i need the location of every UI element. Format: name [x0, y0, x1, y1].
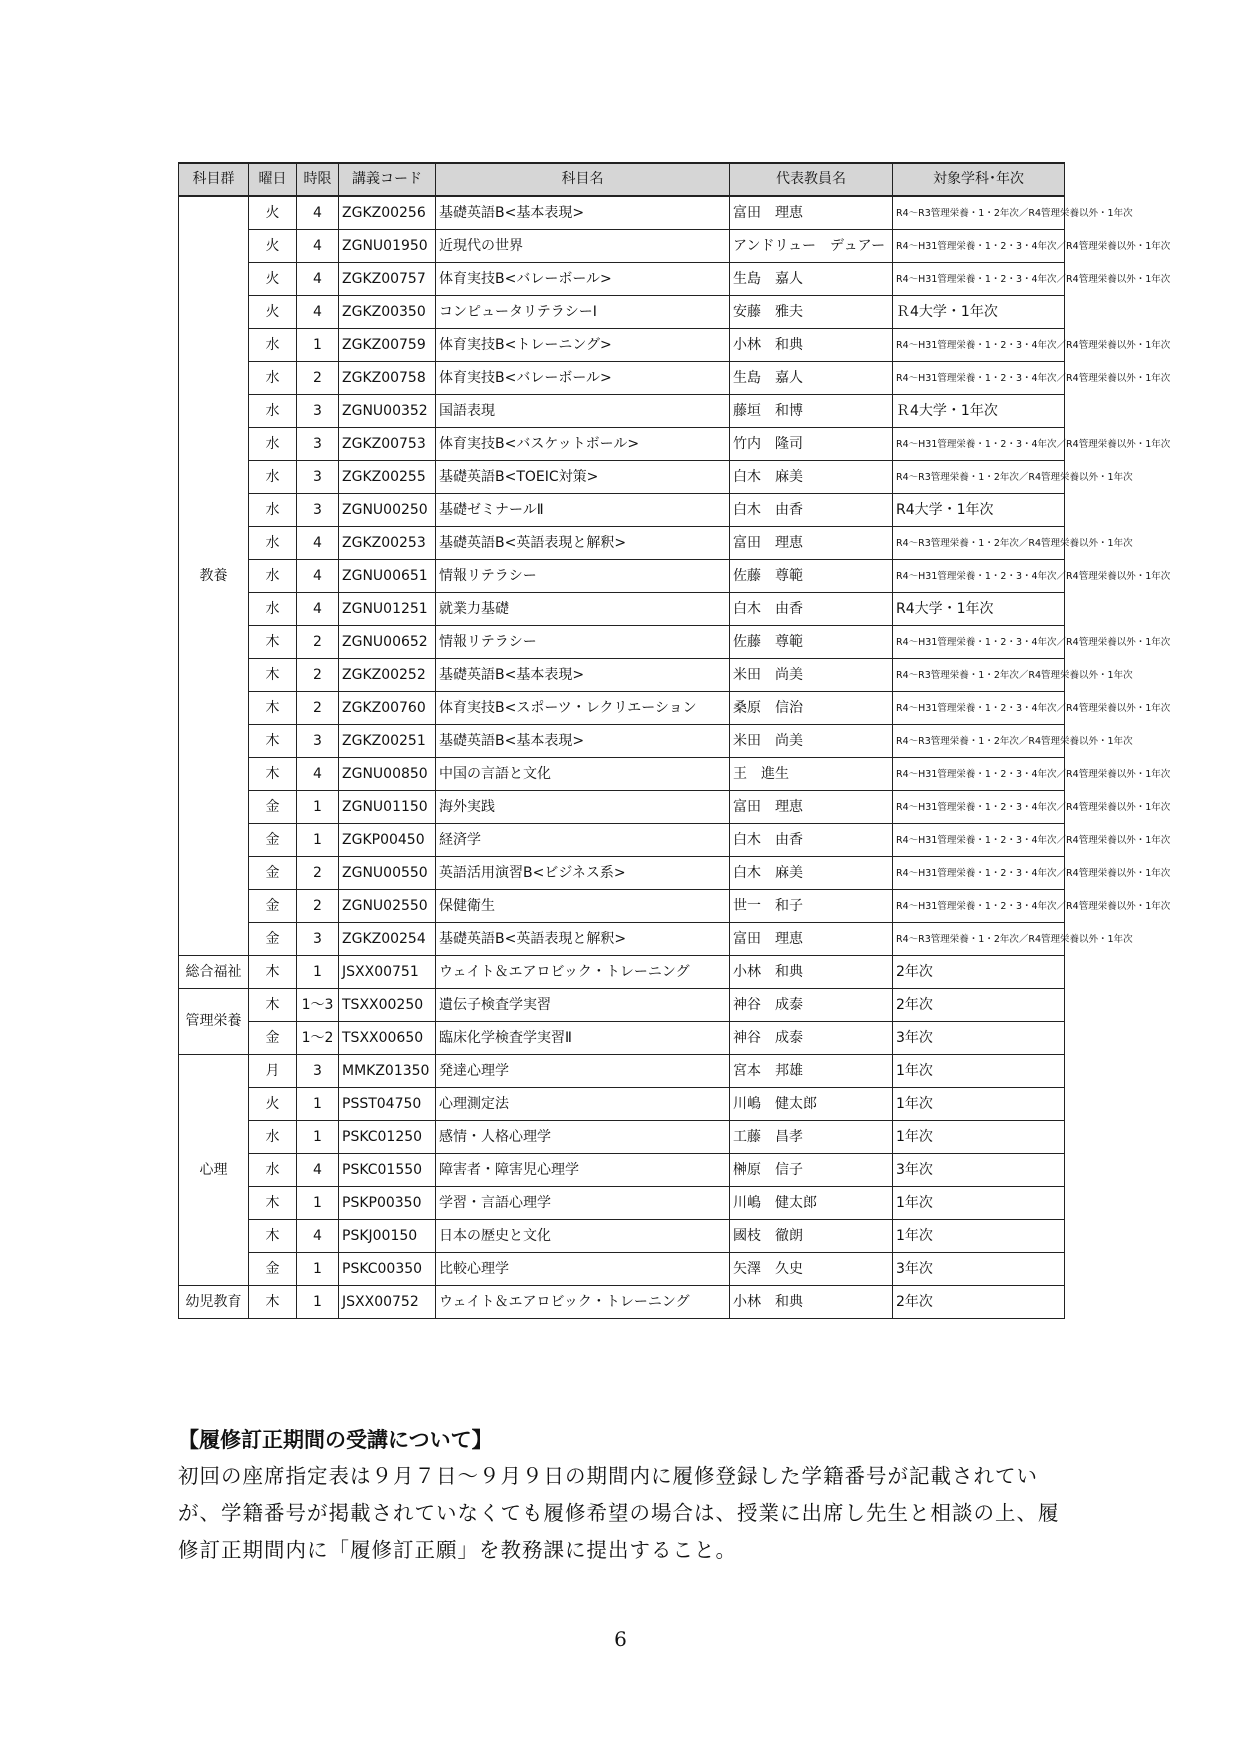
- code-cell: ZGKP00450: [339, 824, 436, 857]
- notice-paragraph: 初回の座席指定表は９月７日～９月９日の期間内に履修登録した学籍番号が記載されていが、学籍番号が掲載されていなくても履修希望の場合は、授業に出席し先生と相談の上、履修訂正期間内に「履修訂正願」を教務課に提出すること。: [178, 1464, 1060, 1562]
- table-row: [179, 758, 1065, 791]
- teacher-cell: 佐藤 尊範: [730, 560, 893, 593]
- header-teacher: 代表教員名: [730, 163, 893, 196]
- page-number: 6: [614, 1627, 627, 1651]
- table-row: [179, 692, 1065, 725]
- table-row: [179, 527, 1065, 560]
- target-cell: R4～R3管理栄養・1・2年次／R4管理栄養以外・1年次: [893, 527, 1065, 560]
- header-day: 曜日: [249, 163, 297, 196]
- target-cell: 1年次: [893, 1088, 1065, 1121]
- table-row: [179, 1022, 1065, 1055]
- course-title-cell: 体育実技B<トレーニング>: [436, 329, 730, 362]
- code-cell: ZGKZ00256: [339, 196, 436, 230]
- table-row: [179, 824, 1065, 857]
- period-cell: 4: [297, 758, 339, 791]
- table-row: [179, 329, 1065, 362]
- period-cell: 1: [297, 1187, 339, 1220]
- teacher-cell: 矢澤 久史: [730, 1253, 893, 1286]
- teacher-cell: 安藤 雅夫: [730, 296, 893, 329]
- code-cell: ZGKZ00759: [339, 329, 436, 362]
- target-cell: 3年次: [893, 1022, 1065, 1055]
- target-cell: R4大学・1年次: [893, 593, 1065, 626]
- code-cell: ZGNU02550: [339, 890, 436, 923]
- table-row: [179, 494, 1065, 527]
- target-cell: R4～R3管理栄養・1・2年次／R4管理栄養以外・1年次: [893, 923, 1065, 956]
- day-cell: 木: [249, 758, 297, 791]
- target-cell: Ｒ4大学・1年次: [893, 395, 1065, 428]
- course-title-cell: 英語活用演習B<ビジネス系>: [436, 857, 730, 890]
- table-row: [179, 461, 1065, 494]
- table-row: [179, 428, 1065, 461]
- course-title-cell: 基礎英語B<TOEIC対策>: [436, 461, 730, 494]
- course-title-cell: 障害者・障害児心理学: [436, 1154, 730, 1187]
- period-cell: 3: [297, 395, 339, 428]
- period-cell: 4: [297, 296, 339, 329]
- table-row: [179, 1286, 1065, 1319]
- course-title-cell: コンピュータリテラシーⅠ: [436, 296, 730, 329]
- period-cell: 2: [297, 626, 339, 659]
- table-row: [179, 791, 1065, 824]
- teacher-cell: 國枝 徹朗: [730, 1220, 893, 1253]
- course-title-cell: 就業力基礎: [436, 593, 730, 626]
- course-title-cell: 感情・人格心理学: [436, 1121, 730, 1154]
- header-target: 対象学科･年次: [893, 163, 1065, 196]
- table-row: [179, 263, 1065, 296]
- teacher-cell: 藤垣 和博: [730, 395, 893, 428]
- target-cell: R4～R3管理栄養・1・2年次／R4管理栄養以外・1年次: [893, 196, 1065, 230]
- course-title-cell: 発達心理学: [436, 1055, 730, 1088]
- code-cell: ZGKZ00253: [339, 527, 436, 560]
- course-title-cell: 情報リテラシー: [436, 626, 730, 659]
- code-cell: JSXX00752: [339, 1286, 436, 1319]
- code-cell: ZGKZ00255: [339, 461, 436, 494]
- day-cell: 水: [249, 1121, 297, 1154]
- day-cell: 金: [249, 824, 297, 857]
- target-cell: R4～R3管理栄養・1・2年次／R4管理栄養以外・1年次: [893, 461, 1065, 494]
- teacher-cell: 小林 和典: [730, 1286, 893, 1319]
- target-cell: R4～H31管理栄養・1・2・3・4年次／R4管理栄養以外・1年次: [893, 230, 1065, 263]
- code-cell: ZGNU01950: [339, 230, 436, 263]
- code-cell: PSKP00350: [339, 1187, 436, 1220]
- group-cell: 心理: [179, 1055, 249, 1286]
- period-cell: 3: [297, 923, 339, 956]
- period-cell: 2: [297, 659, 339, 692]
- code-cell: ZGNU00850: [339, 758, 436, 791]
- teacher-cell: 生島 嘉人: [730, 263, 893, 296]
- group-cell: 総合福祉: [179, 956, 249, 989]
- day-cell: 月: [249, 1055, 297, 1088]
- code-cell: ZGKZ00254: [339, 923, 436, 956]
- table-row: [179, 890, 1065, 923]
- target-cell: R4～H31管理栄養・1・2・3・4年次／R4管理栄養以外・1年次: [893, 890, 1065, 923]
- period-cell: 3: [297, 428, 339, 461]
- target-cell: Ｒ4大学・1年次: [893, 296, 1065, 329]
- table-row: [179, 196, 1065, 230]
- teacher-cell: 佐藤 尊範: [730, 626, 893, 659]
- period-cell: 1: [297, 1088, 339, 1121]
- teacher-cell: 富田 理恵: [730, 196, 893, 230]
- code-cell: PSST04750: [339, 1088, 436, 1121]
- period-cell: 2: [297, 890, 339, 923]
- teacher-cell: 米田 尚美: [730, 659, 893, 692]
- course-title-cell: 情報リテラシー: [436, 560, 730, 593]
- teacher-cell: 白木 由香: [730, 824, 893, 857]
- day-cell: 水: [249, 395, 297, 428]
- course-table: [178, 162, 1171, 1319]
- group-cell: 教養: [179, 196, 249, 956]
- day-cell: 水: [249, 329, 297, 362]
- teacher-cell: 竹内 隆司: [730, 428, 893, 461]
- teacher-cell: 白木 由香: [730, 494, 893, 527]
- target-cell: R4～H31管理栄養・1・2・3・4年次／R4管理栄養以外・1年次: [893, 263, 1065, 296]
- course-table-body: [179, 196, 1171, 1319]
- course-title-cell: 体育実技B<スポーツ・レクリエーション: [436, 692, 730, 725]
- code-cell: ZGNU00652: [339, 626, 436, 659]
- table-row: [179, 923, 1065, 956]
- table-row: [179, 1154, 1065, 1187]
- target-cell: 1年次: [893, 1220, 1065, 1253]
- course-title-cell: 基礎英語B<基本表現>: [436, 196, 730, 230]
- day-cell: 水: [249, 593, 297, 626]
- target-cell: R4～H31管理栄養・1・2・3・4年次／R4管理栄養以外・1年次: [893, 692, 1065, 725]
- target-cell: 2年次: [893, 989, 1065, 1022]
- course-title-cell: 心理測定法: [436, 1088, 730, 1121]
- day-cell: 金: [249, 890, 297, 923]
- course-title-cell: 基礎英語B<英語表現と解釈>: [436, 527, 730, 560]
- code-cell: PSKC01550: [339, 1154, 436, 1187]
- target-cell: 1年次: [893, 1055, 1065, 1088]
- target-cell: R4～H31管理栄養・1・2・3・4年次／R4管理栄養以外・1年次: [893, 626, 1065, 659]
- table-row: [179, 626, 1065, 659]
- day-cell: 火: [249, 196, 297, 230]
- day-cell: 木: [249, 659, 297, 692]
- table-row: [179, 395, 1065, 428]
- target-cell: R4～H31管理栄養・1・2・3・4年次／R4管理栄養以外・1年次: [893, 560, 1065, 593]
- period-cell: 1: [297, 1253, 339, 1286]
- target-cell: R4～R3管理栄養・1・2年次／R4管理栄養以外・1年次: [893, 725, 1065, 758]
- table-row: [179, 1253, 1065, 1286]
- table-row: [179, 560, 1065, 593]
- target-cell: R4～H31管理栄養・1・2・3・4年次／R4管理栄養以外・1年次: [893, 824, 1065, 857]
- target-cell: R4大学・1年次: [893, 494, 1065, 527]
- table-header-row: [179, 163, 1065, 196]
- course-title-cell: 日本の歴史と文化: [436, 1220, 730, 1253]
- period-cell: 3: [297, 725, 339, 758]
- teacher-cell: 富田 理恵: [730, 527, 893, 560]
- header-title: 科目名: [436, 163, 730, 196]
- table-row: [179, 659, 1065, 692]
- code-cell: ZGKZ00760: [339, 692, 436, 725]
- day-cell: 木: [249, 1286, 297, 1319]
- teacher-cell: 榊原 信子: [730, 1154, 893, 1187]
- period-cell: 4: [297, 560, 339, 593]
- day-cell: 木: [249, 989, 297, 1022]
- period-cell: 1: [297, 329, 339, 362]
- day-cell: 水: [249, 362, 297, 395]
- code-cell: ZGKZ00251: [339, 725, 436, 758]
- day-cell: 水: [249, 1154, 297, 1187]
- course-title-cell: 国語表現: [436, 395, 730, 428]
- target-cell: R4～R3管理栄養・1・2年次／R4管理栄養以外・1年次: [893, 659, 1065, 692]
- teacher-cell: 小林 和典: [730, 956, 893, 989]
- period-cell: 3: [297, 1055, 339, 1088]
- day-cell: 火: [249, 230, 297, 263]
- course-title-cell: 体育実技B<バレーボール>: [436, 263, 730, 296]
- code-cell: ZGNU00250: [339, 494, 436, 527]
- period-cell: 4: [297, 527, 339, 560]
- day-cell: 火: [249, 296, 297, 329]
- teacher-cell: 川嶋 健太郎: [730, 1187, 893, 1220]
- table-row: [179, 956, 1065, 989]
- teacher-cell: 米田 尚美: [730, 725, 893, 758]
- period-cell: 1～2: [297, 1022, 339, 1055]
- period-cell: 4: [297, 230, 339, 263]
- teacher-cell: 神谷 成泰: [730, 989, 893, 1022]
- period-cell: 2: [297, 362, 339, 395]
- period-cell: 1: [297, 824, 339, 857]
- course-title-cell: 保健衛生: [436, 890, 730, 923]
- day-cell: 水: [249, 494, 297, 527]
- day-cell: 木: [249, 692, 297, 725]
- target-cell: 2年次: [893, 1286, 1065, 1319]
- header-period: 時限: [297, 163, 339, 196]
- teacher-cell: 白木 麻美: [730, 857, 893, 890]
- day-cell: 木: [249, 725, 297, 758]
- target-cell: R4～H31管理栄養・1・2・3・4年次／R4管理栄養以外・1年次: [893, 758, 1065, 791]
- course-title-cell: 経済学: [436, 824, 730, 857]
- target-cell: R4～H31管理栄養・1・2・3・4年次／R4管理栄養以外・1年次: [893, 791, 1065, 824]
- teacher-cell: 富田 理恵: [730, 791, 893, 824]
- teacher-cell: 富田 理恵: [730, 923, 893, 956]
- day-cell: 水: [249, 428, 297, 461]
- section-heading: 【履修訂正期間の受講について】: [178, 1427, 493, 1452]
- table-row: [179, 593, 1065, 626]
- course-title-cell: 比較心理学: [436, 1253, 730, 1286]
- course-title-cell: 基礎ゼミナールⅡ: [436, 494, 730, 527]
- day-cell: 水: [249, 461, 297, 494]
- course-title-cell: 体育実技B<バレーボール>: [436, 362, 730, 395]
- day-cell: 木: [249, 626, 297, 659]
- teacher-cell: 小林 和典: [730, 329, 893, 362]
- day-cell: 水: [249, 527, 297, 560]
- code-cell: MMKZ01350: [339, 1055, 436, 1088]
- teacher-cell: 神谷 成泰: [730, 1022, 893, 1055]
- period-cell: 1: [297, 1121, 339, 1154]
- teacher-cell: 白木 由香: [730, 593, 893, 626]
- table-row: [179, 1121, 1065, 1154]
- table-row: [179, 362, 1065, 395]
- period-cell: 1: [297, 1286, 339, 1319]
- course-title-cell: 体育実技B<バスケットボール>: [436, 428, 730, 461]
- teacher-cell: 生島 嘉人: [730, 362, 893, 395]
- period-cell: 1: [297, 956, 339, 989]
- day-cell: 木: [249, 956, 297, 989]
- course-title-cell: ウェイト＆エアロビック・トレーニング: [436, 956, 730, 989]
- day-cell: 金: [249, 1022, 297, 1055]
- table-row: [179, 1220, 1065, 1253]
- target-cell: R4～H31管理栄養・1・2・3・4年次／R4管理栄養以外・1年次: [893, 857, 1065, 890]
- day-cell: 金: [249, 923, 297, 956]
- code-cell: PSKC00350: [339, 1253, 436, 1286]
- header-code: 講義コード: [339, 163, 436, 196]
- table-row: [179, 296, 1065, 329]
- target-cell: 2年次: [893, 956, 1065, 989]
- course-title-cell: 海外実践: [436, 791, 730, 824]
- period-cell: 3: [297, 461, 339, 494]
- code-cell: ZGNU00352: [339, 395, 436, 428]
- table-row: [179, 1088, 1065, 1121]
- group-cell: 管理栄養: [179, 989, 249, 1055]
- course-title-cell: 中国の言語と文化: [436, 758, 730, 791]
- code-cell: ZGKZ00758: [339, 362, 436, 395]
- teacher-cell: アンドリュー デュアー: [730, 230, 893, 263]
- target-cell: R4～H31管理栄養・1・2・3・4年次／R4管理栄養以外・1年次: [893, 428, 1065, 461]
- table-row: [179, 989, 1065, 1022]
- teacher-cell: 川嶋 健太郎: [730, 1088, 893, 1121]
- teacher-cell: 宮本 邦雄: [730, 1055, 893, 1088]
- course-title-cell: 臨床化学検査学実習Ⅱ: [436, 1022, 730, 1055]
- target-cell: 3年次: [893, 1154, 1065, 1187]
- target-cell: R4～H31管理栄養・1・2・3・4年次／R4管理栄養以外・1年次: [893, 329, 1065, 362]
- day-cell: 木: [249, 1187, 297, 1220]
- header-group: 科目群: [179, 163, 249, 196]
- course-title-cell: ウェイト＆エアロビック・トレーニング: [436, 1286, 730, 1319]
- day-cell: 火: [249, 1088, 297, 1121]
- teacher-cell: 世一 和子: [730, 890, 893, 923]
- period-cell: 3: [297, 494, 339, 527]
- period-cell: 2: [297, 857, 339, 890]
- code-cell: ZGNU01150: [339, 791, 436, 824]
- day-cell: 火: [249, 263, 297, 296]
- code-cell: ZGKZ00252: [339, 659, 436, 692]
- code-cell: ZGKZ00753: [339, 428, 436, 461]
- code-cell: ZGNU00550: [339, 857, 436, 890]
- period-cell: 4: [297, 263, 339, 296]
- course-title-cell: 基礎英語B<英語表現と解釈>: [436, 923, 730, 956]
- day-cell: 金: [249, 1253, 297, 1286]
- course-title-cell: 遺伝子検査学実習: [436, 989, 730, 1022]
- target-cell: 3年次: [893, 1253, 1065, 1286]
- code-cell: ZGNU00651: [339, 560, 436, 593]
- target-cell: R4～H31管理栄養・1・2・3・4年次／R4管理栄養以外・1年次: [893, 362, 1065, 395]
- course-title-cell: 基礎英語B<基本表現>: [436, 659, 730, 692]
- table-row: [179, 230, 1065, 263]
- course-title-cell: 学習・言語心理学: [436, 1187, 730, 1220]
- day-cell: 水: [249, 560, 297, 593]
- table-row: [179, 725, 1065, 758]
- period-cell: 4: [297, 1220, 339, 1253]
- code-cell: PSKJ00150: [339, 1220, 436, 1253]
- code-cell: ZGKZ00350: [339, 296, 436, 329]
- teacher-cell: 工藤 昌孝: [730, 1121, 893, 1154]
- code-cell: TSXX00650: [339, 1022, 436, 1055]
- table-row: [179, 857, 1065, 890]
- code-cell: TSXX00250: [339, 989, 436, 1022]
- day-cell: 木: [249, 1220, 297, 1253]
- target-cell: 1年次: [893, 1121, 1065, 1154]
- day-cell: 金: [249, 857, 297, 890]
- teacher-cell: 桑原 信治: [730, 692, 893, 725]
- course-title-cell: 近現代の世界: [436, 230, 730, 263]
- code-cell: PSKC01250: [339, 1121, 436, 1154]
- period-cell: 1: [297, 791, 339, 824]
- period-cell: 4: [297, 1154, 339, 1187]
- table-row: [179, 1055, 1065, 1088]
- period-cell: 1～3: [297, 989, 339, 1022]
- code-cell: ZGNU01251: [339, 593, 436, 626]
- period-cell: 4: [297, 196, 339, 230]
- code-cell: ZGKZ00757: [339, 263, 436, 296]
- teacher-cell: 白木 麻美: [730, 461, 893, 494]
- code-cell: JSXX00751: [339, 956, 436, 989]
- teacher-cell: 王 進生: [730, 758, 893, 791]
- table-row: [179, 1187, 1065, 1220]
- target-cell: 1年次: [893, 1187, 1065, 1220]
- period-cell: 2: [297, 692, 339, 725]
- period-cell: 4: [297, 593, 339, 626]
- group-cell: 幼児教育: [179, 1286, 249, 1319]
- day-cell: 金: [249, 791, 297, 824]
- course-title-cell: 基礎英語B<基本表現>: [436, 725, 730, 758]
